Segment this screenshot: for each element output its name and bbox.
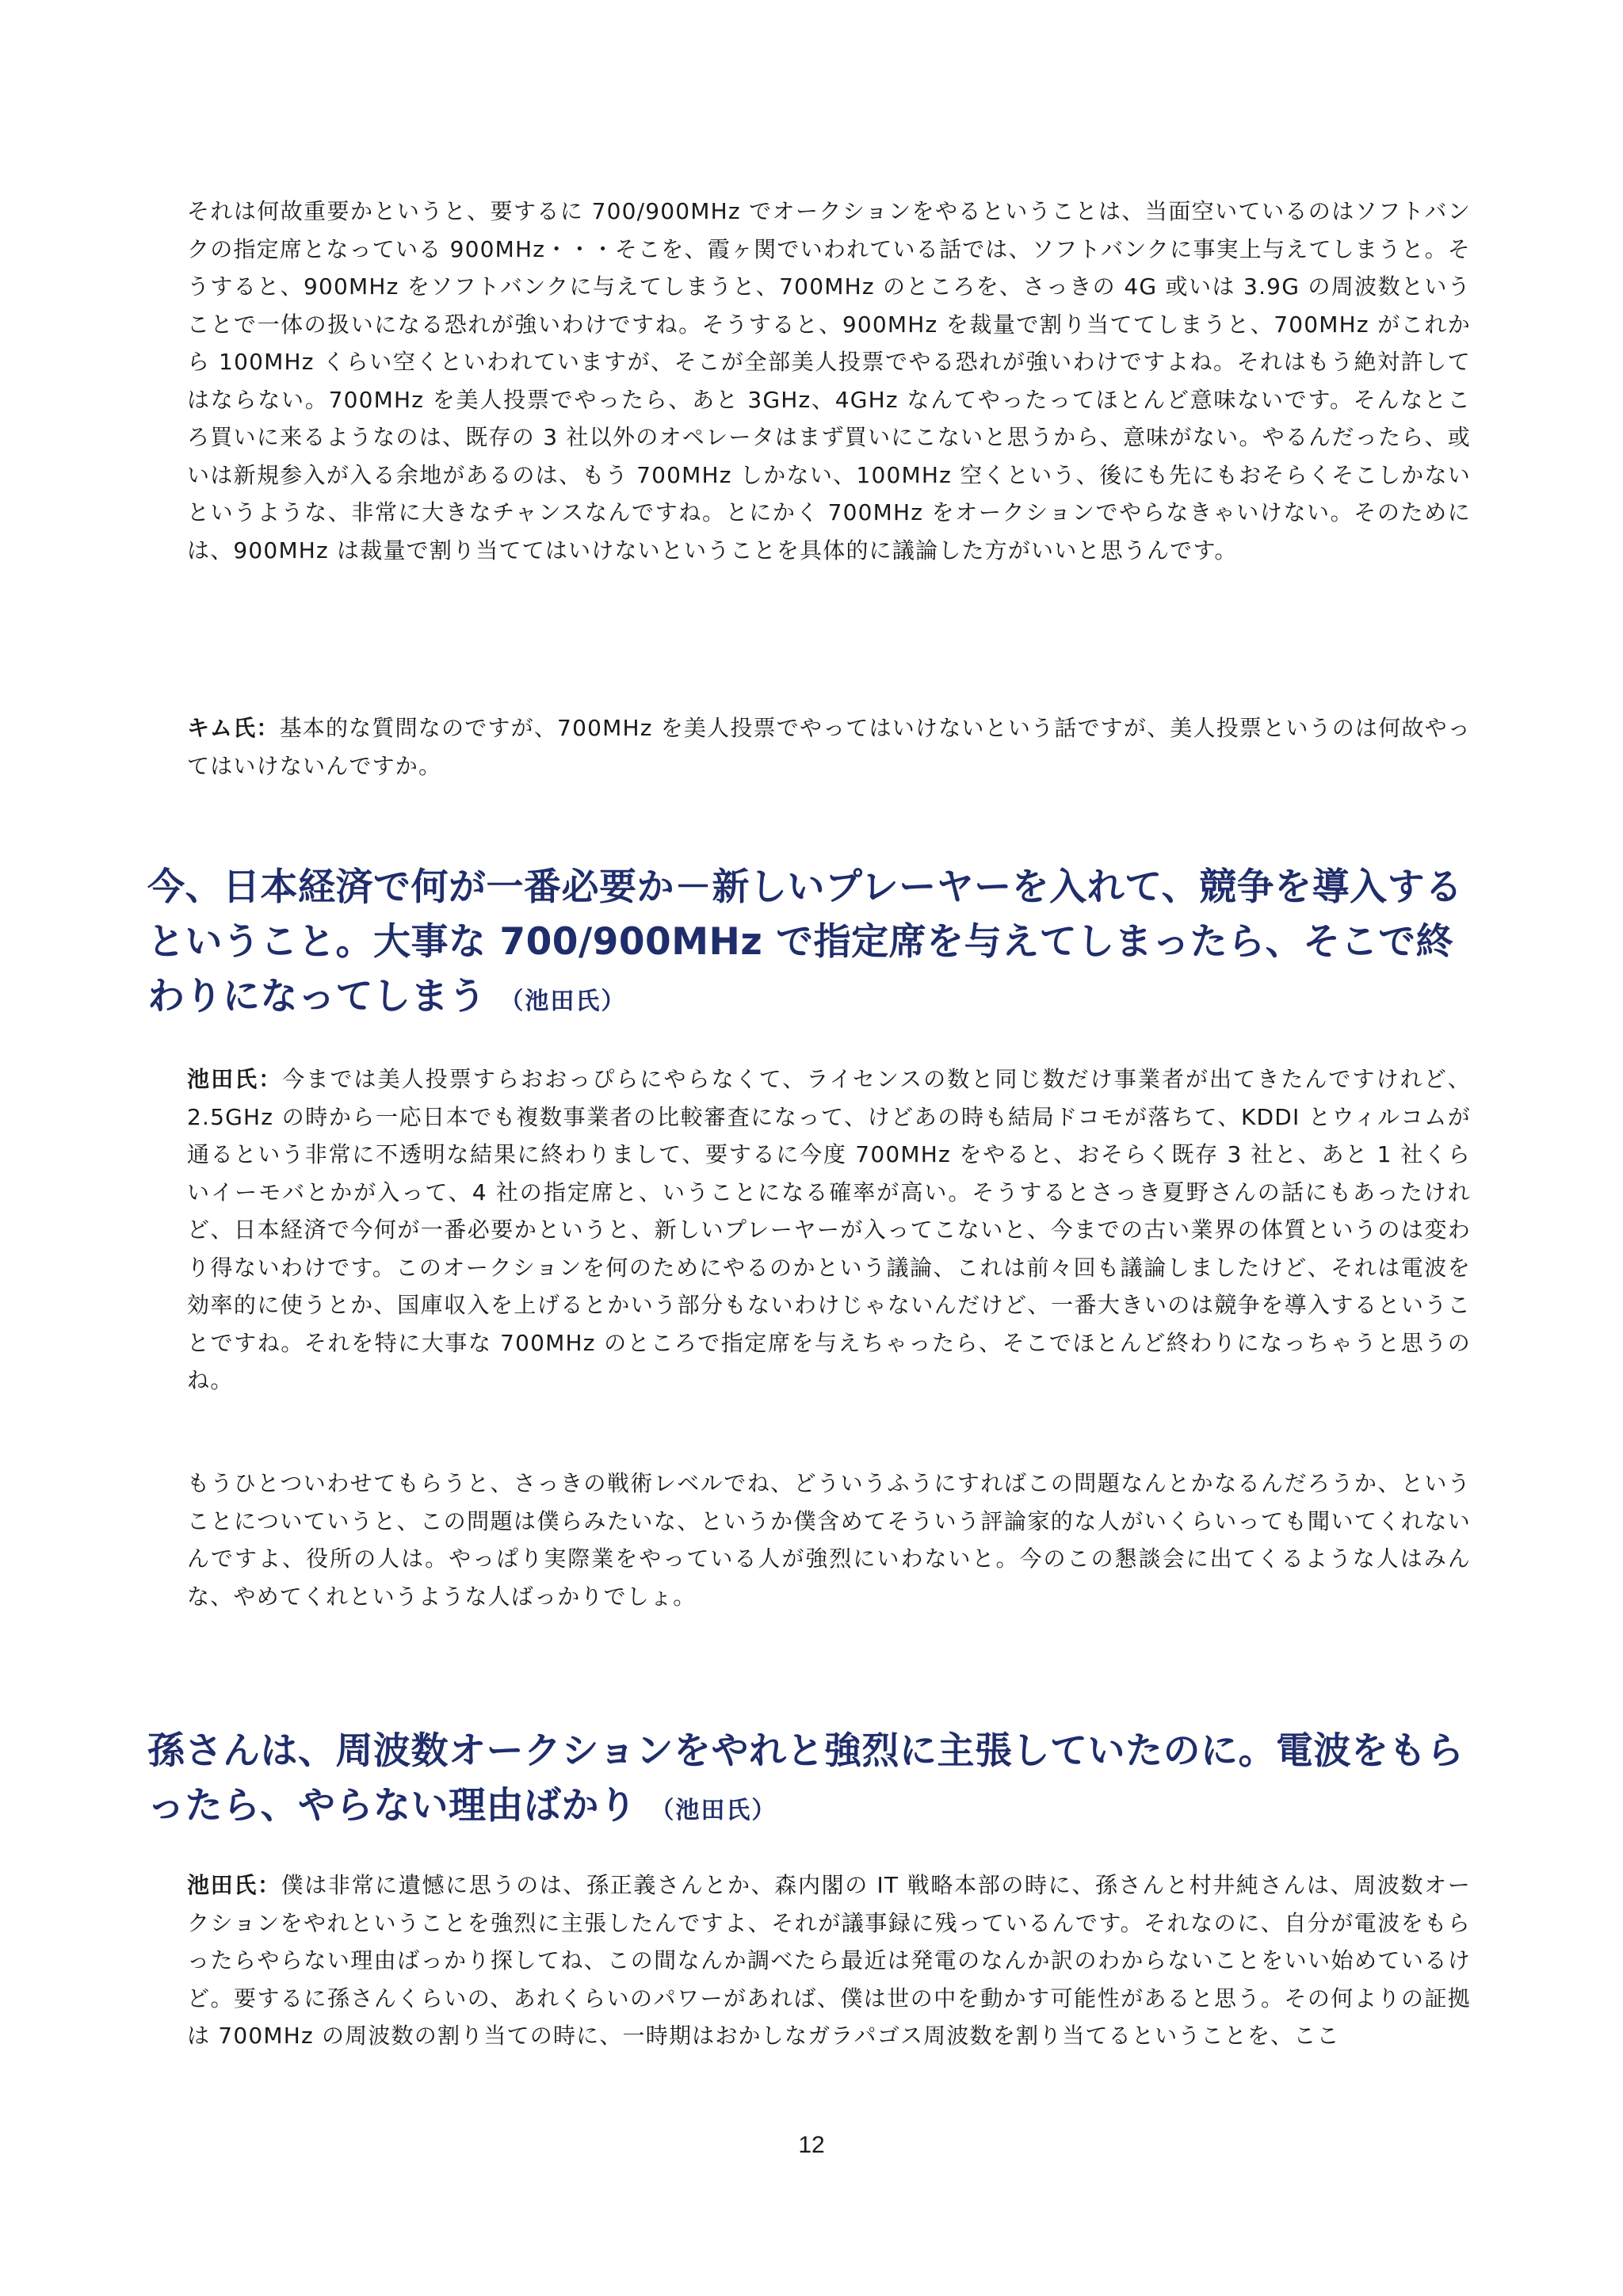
speaker-label-ikeda-2: 池田氏：	[187, 1872, 281, 1898]
ikeda-answer-paragraph-3	[187, 1866, 1471, 2055]
section-heading-1-text: 今、日本経済で何が一番必要か－新しいプレーヤーを入れて、競争を導入するということ。大事な 700/900MHz で指定席を与えてしまったら、そこで終わりになってしまう	[147, 865, 1463, 1018]
kim-question-text: 基本的な質問なのですが、700MHz を美人投票でやってはいけないという話ですが、美人投票というのは何故やってはいけないんですか。	[187, 715, 1471, 779]
section-heading-1	[147, 860, 1479, 1029]
section-heading-2-attribution: （池田氏）	[650, 1797, 777, 1824]
ikeda-answer-text-3: 僕は非常に遺憾に思うのは、孫正義さんとか、森内閣の IT 戦略本部の時に、孫さんと村井純さんは、周波数オークションをやれということを強烈に主張したんですよ、それが議事録に残っているんです。それなのに、自分が電波をもらったらやらない理由ばっかり探してね、この間なんか調べたら最近は発電のなんか訳のわからないことをいい始めているけど。要するに孫さんくらいの、あれくらいのパワーがあれば、僕は世の中を動かす可能性があると思う。その何よりの証拠は 700MHz の周波数の割り当ての時に、一時期はおかしなガラパゴス周波数を割り当てるということを、ここ	[187, 1872, 1471, 2049]
ikeda-answer-paragraph-1	[187, 1060, 1471, 1400]
section-heading-2	[147, 1724, 1479, 1838]
speaker-label-kim: キム氏：	[187, 715, 280, 741]
kim-question-paragraph	[187, 709, 1471, 785]
section-heading-2-text: 孫さんは、周波数オークションをやれと強烈に主張していたのに。電波をもらったら、やらない理由ばかり	[147, 1729, 1465, 1828]
ikeda-answer-paragraph-2: もうひとついわせてもらうと、さっきの戦術レベルでね、どういうふうにすればこの問題なんとかなるんだろうか、ということについていうと、この問題は僕らみたいな、というか僕含めてそういう評論家的な人がいくらいっても聞いてくれないんですよ、役所の人は。やっぱり実際業をやっている人が強烈にいわないと。今のこの懇談会に出てくるような人はみんな、やめてくれというような人ばっかりでしょ。	[187, 1470, 1471, 1610]
ikeda-answer-text-1: 今までは美人投票すらおおっぴらにやらなくて、ライセンスの数と同じ数だけ事業者が出てきたんですけれど、2.5GHz の時から一応日本でも複数事業者の比較審査になって、けどあの時も結局ドコモが落ちて、KDDI とウィルコムが通るという非常に不透明な結果に終わりまして、要するに今度 700MHz をやると、おそらく既存 3 社と、あと 1 社くらいイーモバとかが入って、4 社の指定席と、いうことになる確率が高い。そうするとさっき夏野さんの話にもあったけれど、日本経済で今何が一番必要かというと、新しいプレーヤーが入ってこないと、今までの古い業界の体質というのは変わり得ないわけです。このオークションを何のためにやるのかという議論、これは前々回も議論しましたけど、それは電波を効率的に使うとか、国庫収入を上げるとかいう部分もないわけじゃないんだけど、一番大きいのは競争を導入するということですね。それを特に大事な 700MHz のところで指定席を与えちゃったら、そこでほとんど終わりになっちゃうと思うのね。	[187, 1066, 1471, 1393]
body-paragraph-1: それは何故重要かというと、要するに 700/900MHz でオークションをやるということは、当面空いているのはソフトバンクの指定席となっている 900MHz・・・そこを、霞ヶ関でいわれている話では、ソフトバンクに事実上与えてしまうと。そうすると、900MHz をソフトバンクに与えてしまうと、700MHz のところを、さっきの 4G 或いは 3.9G の周波数ということで一体の扱いになる恐れが強いわけですね。そうすると、900MHz を裁量で割り当ててしまうと、700MHz がこれから 100MHz くらい空くといわれていますが、そこが全部美人投票でやる恐れが強いわけですよね。それはもう絶対許してはならない。700MHz を美人投票でやったら、あと 3GHz、4GHz なんてやったってほとんど意味ないです。そんなところ買いに来るようなのは、既存の 3 社以外のオペレータはまず買いにこないと思うから、意味がない。やるんだったら、或いは新規参入が入る余地があるのは、もう 700MHz しかない、100MHz 空くという、後にも先にもおそらくそこしかないというような、非常に大きなチャンスなんですね。とにかく 700MHz をオークションでやらなきゃいけない。そのためには、900MHz は裁量で割り当ててはいけないということを具体的に議論した方がいいと思うんです。	[187, 198, 1471, 563]
section-heading-1-attribution: （池田氏）	[499, 988, 627, 1015]
page-number: 12	[798, 2132, 825, 2158]
speaker-label-ikeda-1: 池田氏：	[187, 1066, 283, 1092]
